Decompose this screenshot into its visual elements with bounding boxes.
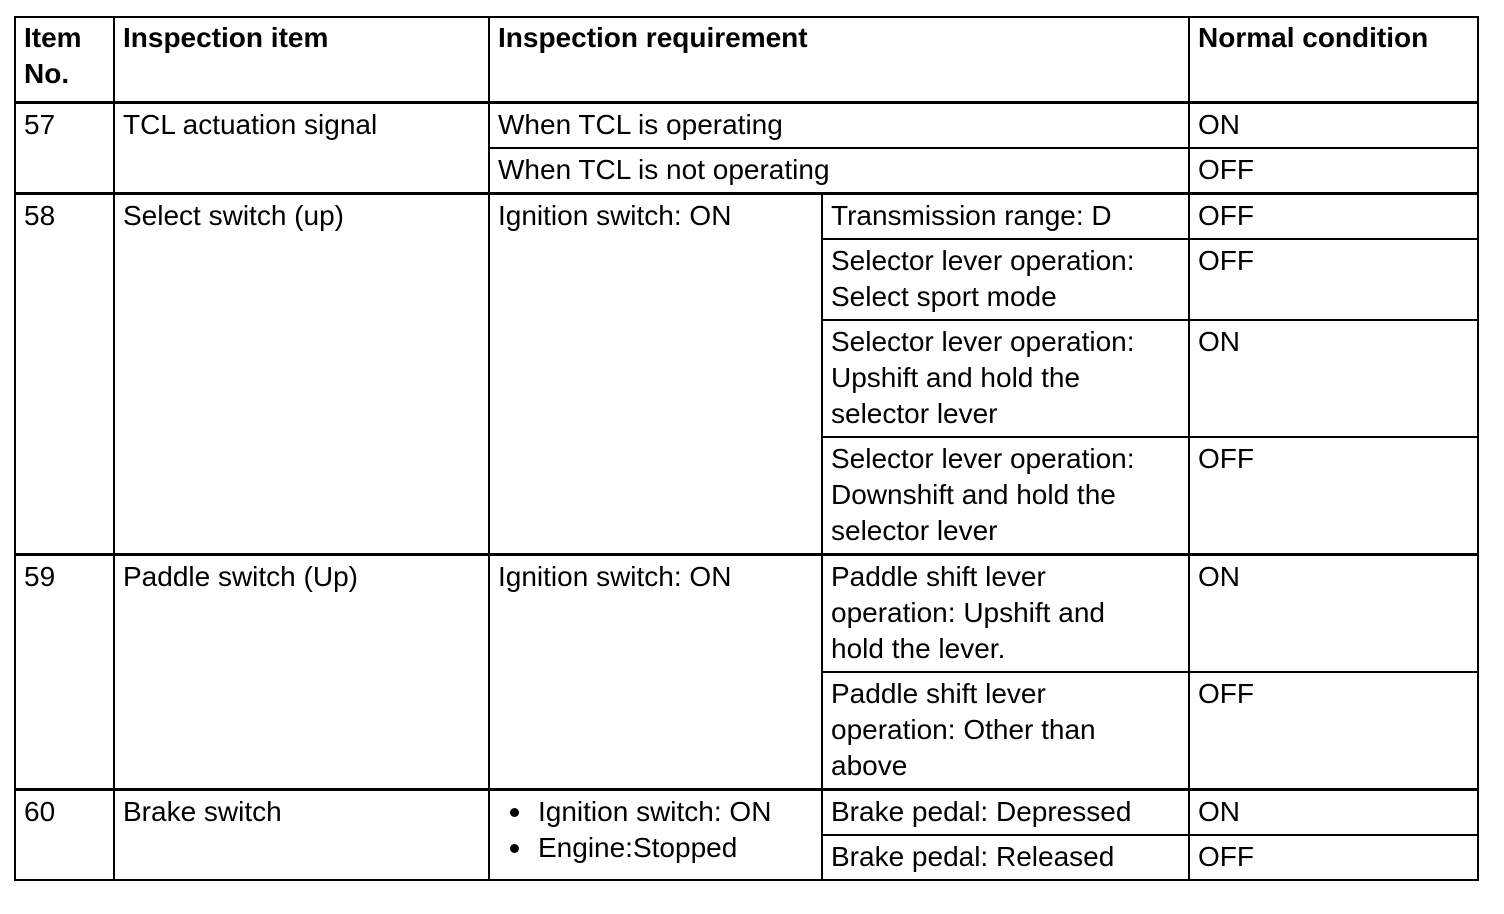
requirement-cell: Selector lever operation: Downshift and hold the selector lever	[822, 437, 1189, 555]
precondition-cell	[489, 790, 822, 881]
requirement-cell: Brake pedal: Depressed	[822, 790, 1189, 836]
header-inspection-item: Inspection item	[114, 17, 489, 103]
requirement-cell: Selector lever operation: Upshift and hold the selector lever	[822, 320, 1189, 437]
condition-cell: OFF	[1189, 194, 1478, 240]
item-number-cell: 58	[15, 194, 114, 555]
item-number-cell: 60	[15, 790, 114, 881]
condition-cell: OFF	[1189, 835, 1478, 880]
table-row	[15, 790, 1478, 836]
requirement-cell: Paddle shift lever operation: Other than above	[822, 672, 1189, 790]
condition-cell: ON	[1189, 790, 1478, 836]
header-inspection-requirement: Inspection requirement	[489, 17, 1189, 103]
header-row	[15, 17, 1478, 103]
item-name-cell: Paddle switch (Up)	[114, 555, 489, 790]
list-item: Ignition switch: ON	[498, 794, 813, 830]
condition-cell: ON	[1189, 555, 1478, 673]
inspection-table	[14, 16, 1479, 881]
condition-cell: OFF	[1189, 239, 1478, 320]
table-row	[15, 555, 1478, 673]
condition-cell: OFF	[1189, 437, 1478, 555]
item-name-cell: TCL actuation signal	[114, 103, 489, 194]
item-name-cell: Select switch (up)	[114, 194, 489, 555]
condition-cell: ON	[1189, 103, 1478, 149]
item-name-cell: Brake switch	[114, 790, 489, 881]
precondition-cell: Ignition switch: ON	[489, 194, 822, 555]
requirement-cell: Brake pedal: Released	[822, 835, 1189, 880]
bullet-icon	[510, 808, 519, 817]
requirement-cell: Paddle shift lever operation: Upshift and hold the lever.	[822, 555, 1189, 673]
requirement-cell: Transmission range: D	[822, 194, 1189, 240]
condition-cell: OFF	[1189, 672, 1478, 790]
requirement-cell: When TCL is not operating	[489, 148, 1189, 194]
list-item: Engine:Stopped	[498, 830, 813, 866]
requirement-cell: When TCL is operating	[489, 103, 1189, 149]
condition-cell: ON	[1189, 320, 1478, 437]
item-number-cell: 59	[15, 555, 114, 790]
header-item-no: Item No.	[15, 17, 114, 103]
item-number-cell: 57	[15, 103, 114, 194]
table-row	[15, 103, 1478, 149]
requirement-cell: Selector lever operation: Select sport mode	[822, 239, 1189, 320]
precondition-list	[498, 794, 813, 866]
table-row	[15, 194, 1478, 240]
bullet-icon	[510, 844, 519, 853]
precondition-cell: Ignition switch: ON	[489, 555, 822, 790]
condition-cell: OFF	[1189, 148, 1478, 194]
header-normal-condition: Normal condition	[1189, 17, 1478, 103]
